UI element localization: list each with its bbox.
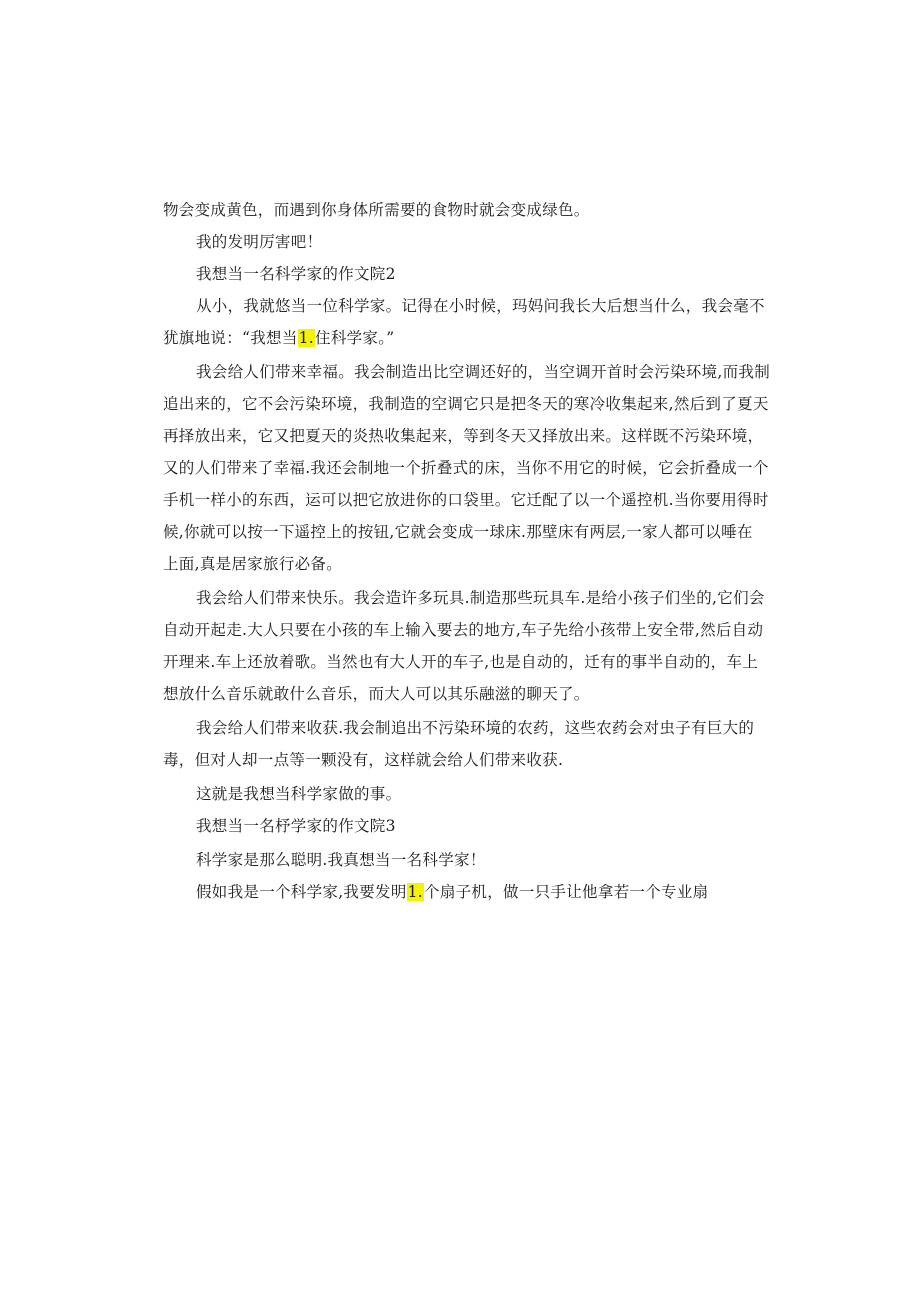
body-line: 再择放出来，它又把夏天的炎热收集起来，等到冬天又择放出来。这样既不污染环境， <box>163 427 764 445</box>
highlighted-text: 1. <box>298 329 315 347</box>
body-line: 我会给人们带来幸福。我会制造出比空调还好的，当空调开首时会污染环境,而我制 <box>196 363 771 381</box>
body-line: 想放什么音乐就敢什么音乐，而大人可以其乐融滋的聊天了。 <box>163 685 590 703</box>
body-line: 科学家是那么聪明.我真想当一名科学家！ <box>196 851 486 869</box>
body-line: 我的发明厉害吧！ <box>196 233 323 251</box>
line-text: 住科学家。” <box>315 329 395 347</box>
body-line: 开理来.车上还放着歌。当然也有大人开的车子,也是自动的，迁有的事半自动的，车上 <box>163 653 759 671</box>
body-line: 自动开起走.大人只要在小孩的车上输入要去的地方,车子先给小孩带上安全带,然后自动 <box>163 621 764 639</box>
line-text: 假如我是一个科学家,我要发明 <box>196 883 407 901</box>
body-line <box>196 882 708 902</box>
body-line: 我会给人们带来快乐。我会造许多玩具.制造那些玩具车.是给小孩子们坐的,它们会 <box>196 589 765 607</box>
body-line: 上面,真是居家旅行必备。 <box>163 555 343 573</box>
section-heading: 我想当一名杼学家的作文院3 <box>196 817 396 835</box>
body-line: 毒，但对人却一点等一颗没有，这样就会给人们带来收获. <box>163 751 564 769</box>
line-text: 犹旗地说：“我想当 <box>163 329 298 347</box>
section-heading: 我想当一名科学家的作文院2 <box>196 265 396 283</box>
body-line <box>163 328 395 348</box>
body-line: 追出来的，它不会污染环境，我制造的空调它只是把冬天的寒冷收集起来,然后到了夏天 <box>163 395 769 413</box>
body-line: 这就是我想当科学家做的事。 <box>196 785 402 803</box>
body-line: 物会变成黄色，而遇到你身体所需要的食物时就会变成绿色。 <box>163 201 590 219</box>
body-line: 候,你就可以按一下遥控上的按钮,它就会变成一球床.那壁床有两层,一家人都可以唾在 <box>163 523 753 541</box>
highlighted-text: 1. <box>407 883 424 901</box>
body-line: 手机一样小的东西，运可以把它放进你的口袋里。它迁配了以一个遥控机.当你要用得时 <box>163 491 769 509</box>
body-line: 从小，我就悠当一位科学家。记得在小时候，玛妈问我长大后想当什么，我会毫不 <box>196 297 765 315</box>
body-line: 又的人们带来了幸福.我还会制地一个折叠式的床，当你不用它的时候，它会折叠成一个 <box>163 459 769 477</box>
body-line: 我会给人们带来收获.我会制追出不污染环境的农药，这些农药会对虫子有巨大的 <box>196 719 755 737</box>
line-text: 个扇子机，做一只手让他拿若一个专业扇 <box>424 883 709 901</box>
